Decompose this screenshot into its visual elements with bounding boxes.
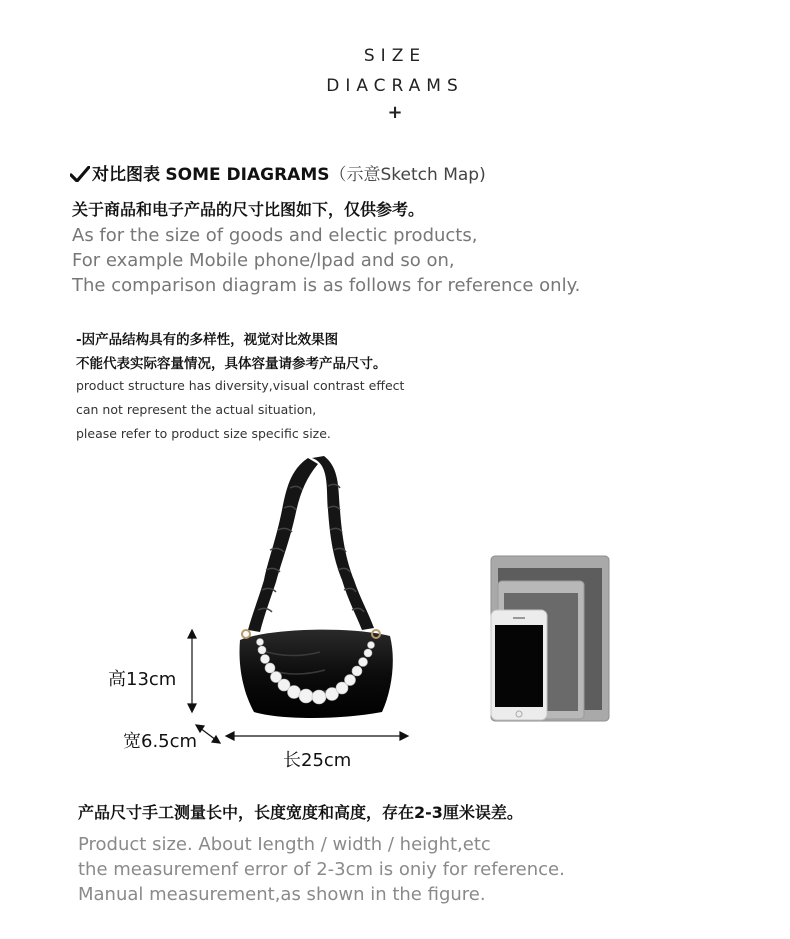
header-plus: + [387, 102, 403, 123]
height-label: 高13cm [108, 669, 177, 690]
dimension-arrows [180, 628, 420, 748]
note-en-line-3: please refer to product size specific size. [76, 426, 331, 441]
footer-cn: 产品尺寸手工测量长中，长度宽度和高度，存在2-3厘米误差。 [78, 803, 523, 822]
heading-cn: 对比图表 [92, 165, 160, 185]
checkmark-icon [70, 165, 92, 185]
intro-en-line-2: For example Mobile phone/lpad and so on, [72, 250, 455, 271]
note-cn-line-2: 不能代表实际容量情况，具体容量请参考产品尺寸。 [76, 356, 387, 372]
section-heading [70, 160, 486, 185]
footer-en-line-2: the measuremenf error of 2-3cm is oniy for reference. [78, 859, 565, 880]
note-cn-line-1: -因产品结构具有的多样性，视觉对比效果图 [76, 332, 339, 348]
note-en-line-2: can not represent the actual situation, [76, 402, 317, 417]
intro-en-line-1: As for the size of goods and electic products, [72, 225, 478, 246]
width-label: 宽6.5cm [123, 731, 198, 752]
footer-en-line-1: Product size. About Iength / width / height,etc [78, 834, 491, 855]
devices-image [490, 555, 612, 723]
footer-en-line-3: Manual measurement,as shown in the figure. [78, 884, 486, 905]
intro-cn: 关于商品和电子产品的尺寸比图如下，仅供参考。 [72, 200, 425, 219]
heading-en: SOME DIAGRAMS [165, 165, 330, 185]
intro-en-line-3: The comparison diagram is as follows for reference only. [72, 275, 581, 296]
header-diagrams: DIACRAMS [326, 76, 464, 96]
note-en-line-1: product structure has diversity,visual contrast effect [76, 378, 405, 393]
header-size: SIZE [363, 46, 427, 66]
heading-sub: （示意Sketch Map) [329, 165, 486, 185]
length-label: 长25cm [283, 750, 352, 771]
